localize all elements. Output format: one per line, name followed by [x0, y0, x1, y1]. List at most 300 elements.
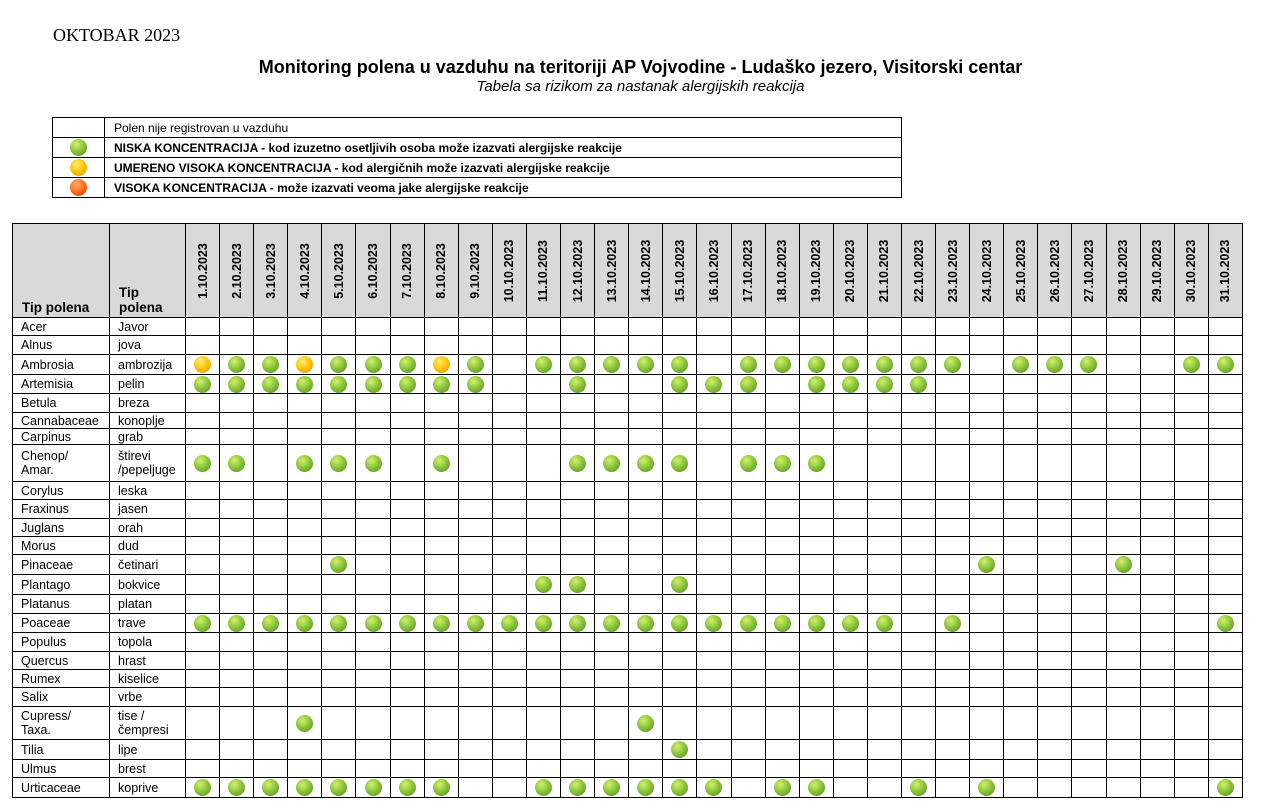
concentration-cell [1174, 355, 1208, 375]
date-label: 16.10.2023 [706, 239, 721, 302]
concentration-cell [322, 595, 356, 614]
concentration-cell [697, 614, 731, 633]
pollen-type-cell: vrbe [110, 688, 186, 707]
concentration-cell [731, 375, 765, 394]
concentration-cell [1174, 633, 1208, 652]
legend-symbol [53, 158, 105, 178]
concentration-cell [1038, 778, 1072, 798]
concentration-cell [901, 670, 935, 688]
concentration-cell [424, 445, 458, 482]
concentration-cell [458, 760, 492, 778]
concentration-cell [629, 760, 663, 778]
concentration-cell [629, 652, 663, 670]
low-concentration-dot [842, 376, 859, 393]
low-concentration-dot [433, 615, 450, 632]
concentration-cell [1038, 670, 1072, 688]
concentration-cell [1174, 500, 1208, 519]
concentration-cell [492, 375, 526, 394]
low-concentration-dot [978, 556, 995, 573]
concentration-cell [356, 413, 390, 429]
low-concentration-dot [569, 356, 586, 373]
concentration-cell [1038, 429, 1072, 445]
pollen-type-cell: breza [110, 394, 186, 413]
low-concentration-dot [705, 376, 722, 393]
low-concentration-dot [740, 615, 757, 632]
low-concentration-dot [671, 615, 688, 632]
concentration-cell [595, 537, 629, 555]
concentration-cell [186, 394, 220, 413]
concentration-cell [561, 519, 595, 537]
concentration-cell [970, 445, 1004, 482]
concentration-cell [458, 633, 492, 652]
concentration-cell [970, 555, 1004, 575]
concentration-cell [731, 670, 765, 688]
concentration-cell [1174, 760, 1208, 778]
concentration-cell [867, 740, 901, 760]
concentration-cell [220, 740, 254, 760]
concentration-cell [356, 652, 390, 670]
legend-text [105, 138, 902, 158]
concentration-cell [901, 740, 935, 760]
concentration-cell [1072, 429, 1106, 445]
pollen-name-cell: Artemisia [13, 375, 110, 394]
concentration-cell [1106, 355, 1140, 375]
low-concentration-dot [194, 615, 211, 632]
concentration-cell [1174, 595, 1208, 614]
concentration-cell [1004, 413, 1038, 429]
table-row [13, 555, 1243, 575]
concentration-cell [356, 688, 390, 707]
concentration-cell [765, 555, 799, 575]
low-concentration-dot [365, 356, 382, 373]
column-header-date [1106, 224, 1140, 318]
concentration-cell [799, 429, 833, 445]
pollen-name-cell: Urticaceae [13, 778, 110, 798]
concentration-cell [731, 555, 765, 575]
concentration-cell [390, 614, 424, 633]
concentration-cell [390, 670, 424, 688]
concentration-cell [731, 413, 765, 429]
concentration-cell [492, 707, 526, 740]
concentration-cell [220, 688, 254, 707]
column-header-date [663, 224, 697, 318]
concentration-cell [1072, 707, 1106, 740]
legend-description: - može izazvati veoma jake alergijske reakcije [266, 180, 529, 195]
concentration-cell [799, 778, 833, 798]
concentration-cell [936, 595, 970, 614]
concentration-cell [595, 375, 629, 394]
concentration-cell [1106, 778, 1140, 798]
concentration-cell [731, 336, 765, 355]
concentration-cell [731, 707, 765, 740]
concentration-cell [936, 519, 970, 537]
concentration-cell [492, 336, 526, 355]
concentration-cell [1038, 633, 1072, 652]
pollen-type-cell: lipe [110, 740, 186, 760]
concentration-cell [936, 500, 970, 519]
concentration-cell [936, 375, 970, 394]
concentration-cell [220, 336, 254, 355]
column-header-date [424, 224, 458, 318]
concentration-cell [1140, 740, 1174, 760]
concentration-cell [867, 482, 901, 500]
concentration-cell [390, 318, 424, 336]
concentration-cell [1174, 688, 1208, 707]
concentration-cell [288, 394, 322, 413]
concentration-cell [936, 633, 970, 652]
low-concentration-dot [569, 455, 586, 472]
concentration-cell [1106, 429, 1140, 445]
date-label: 8.10.2023 [434, 242, 449, 299]
concentration-cell [663, 595, 697, 614]
low-concentration-dot [842, 615, 859, 632]
concentration-cell [663, 318, 697, 336]
concentration-cell [833, 555, 867, 575]
date-label: 23.10.2023 [945, 239, 960, 302]
low-concentration-dot [808, 615, 825, 632]
concentration-cell [526, 336, 560, 355]
low-concentration-dot [671, 356, 688, 373]
concentration-cell [1038, 652, 1072, 670]
date-label: 6.10.2023 [366, 242, 381, 299]
low-concentration-dot [228, 779, 245, 796]
concentration-cell [901, 519, 935, 537]
concentration-cell [458, 500, 492, 519]
concentration-cell [697, 575, 731, 595]
concentration-cell [765, 760, 799, 778]
concentration-cell [424, 555, 458, 575]
concentration-cell [1038, 760, 1072, 778]
concentration-cell [288, 670, 322, 688]
concentration-cell [356, 394, 390, 413]
low-concentration-dot [194, 455, 211, 472]
concentration-cell [629, 500, 663, 519]
column-header-pollen-type [110, 224, 186, 318]
concentration-cell [595, 688, 629, 707]
low-concentration-dot [569, 376, 586, 393]
concentration-cell [1106, 688, 1140, 707]
column-header-date [595, 224, 629, 318]
concentration-cell [629, 445, 663, 482]
concentration-cell [833, 740, 867, 760]
date-label: 28.10.2023 [1116, 239, 1131, 302]
concentration-cell [322, 336, 356, 355]
concentration-cell [1208, 519, 1242, 537]
concentration-cell [629, 778, 663, 798]
concentration-cell [424, 670, 458, 688]
concentration-cell [970, 537, 1004, 555]
concentration-cell [186, 652, 220, 670]
concentration-cell [288, 500, 322, 519]
concentration-cell [595, 760, 629, 778]
concentration-cell [765, 482, 799, 500]
low-concentration-dot [330, 376, 347, 393]
concentration-cell [970, 760, 1004, 778]
table-row [13, 670, 1243, 688]
concentration-cell [1140, 318, 1174, 336]
concentration-cell [492, 740, 526, 760]
pollen-name-cell: Ambrosia [13, 355, 110, 375]
concentration-cell [186, 575, 220, 595]
concentration-cell [799, 614, 833, 633]
concentration-cell [322, 394, 356, 413]
concentration-cell [663, 760, 697, 778]
concentration-cell [629, 740, 663, 760]
column-header-date [322, 224, 356, 318]
concentration-cell [731, 445, 765, 482]
pollen-name-cell: Acer [13, 318, 110, 336]
concentration-cell [1072, 555, 1106, 575]
low-concentration-dot [365, 376, 382, 393]
concentration-cell [697, 375, 731, 394]
date-label: 27.10.2023 [1081, 239, 1096, 302]
concentration-cell [424, 575, 458, 595]
low-concentration-dot [1217, 356, 1234, 373]
concentration-cell [1106, 519, 1140, 537]
concentration-cell [1072, 445, 1106, 482]
concentration-cell [424, 740, 458, 760]
concentration-cell [1174, 670, 1208, 688]
concentration-cell [731, 537, 765, 555]
concentration-cell [1004, 707, 1038, 740]
concentration-cell [390, 652, 424, 670]
low-concentration-dot [1115, 556, 1132, 573]
concentration-cell [288, 688, 322, 707]
concentration-cell [663, 707, 697, 740]
concentration-cell [697, 445, 731, 482]
concentration-cell [322, 429, 356, 445]
concentration-cell [1140, 375, 1174, 394]
concentration-cell [220, 394, 254, 413]
concentration-cell [867, 688, 901, 707]
concentration-cell [424, 652, 458, 670]
column-header-date [1004, 224, 1038, 318]
concentration-cell [765, 575, 799, 595]
low-concentration-dot [296, 376, 313, 393]
pollen-name-cell: Ulmus [13, 760, 110, 778]
concentration-cell [1038, 537, 1072, 555]
low-concentration-dot [637, 356, 654, 373]
concentration-cell [254, 500, 288, 519]
concentration-cell [424, 519, 458, 537]
concentration-cell [390, 394, 424, 413]
concentration-cell [663, 375, 697, 394]
concentration-cell [799, 670, 833, 688]
concentration-cell [1140, 537, 1174, 555]
low-concentration-dot [774, 356, 791, 373]
concentration-cell [526, 670, 560, 688]
concentration-cell [936, 318, 970, 336]
concentration-cell [799, 575, 833, 595]
concentration-cell [1208, 500, 1242, 519]
concentration-cell [629, 537, 663, 555]
concentration-cell [561, 318, 595, 336]
low-concentration-dot [705, 779, 722, 796]
concentration-cell [254, 575, 288, 595]
concentration-cell [561, 537, 595, 555]
concentration-cell [799, 394, 833, 413]
low-concentration-dot [637, 455, 654, 472]
concentration-cell [288, 318, 322, 336]
low-concentration-dot [876, 615, 893, 632]
concentration-cell [1004, 760, 1038, 778]
concentration-cell [731, 355, 765, 375]
low-concentration-dot [194, 376, 211, 393]
concentration-cell [1208, 707, 1242, 740]
concentration-cell [492, 519, 526, 537]
concentration-cell [390, 740, 424, 760]
concentration-cell [833, 688, 867, 707]
concentration-cell [970, 413, 1004, 429]
concentration-cell [186, 670, 220, 688]
low-concentration-dot [535, 576, 552, 593]
concentration-cell [629, 355, 663, 375]
legend-row [53, 118, 902, 138]
concentration-cell [526, 375, 560, 394]
concentration-cell [970, 500, 1004, 519]
concentration-cell [970, 318, 1004, 336]
concentration-cell [936, 778, 970, 798]
legend-table [52, 117, 902, 198]
date-label: 21.10.2023 [877, 239, 892, 302]
table-row [13, 429, 1243, 445]
pollen-name-cell: Cupress/ Taxa. [13, 707, 110, 740]
concentration-cell [833, 760, 867, 778]
low-concentration-dot [296, 715, 313, 732]
low-concentration-dot [228, 615, 245, 632]
concentration-cell [765, 670, 799, 688]
concentration-cell [254, 670, 288, 688]
concentration-cell [1208, 760, 1242, 778]
concentration-cell [663, 429, 697, 445]
concentration-cell [901, 482, 935, 500]
date-label: 12.10.2023 [570, 239, 585, 302]
concentration-cell [697, 633, 731, 652]
concentration-cell [1208, 375, 1242, 394]
concentration-cell [1072, 519, 1106, 537]
low-concentration-dot [296, 455, 313, 472]
low-concentration-dot [603, 356, 620, 373]
concentration-cell [1004, 318, 1038, 336]
concentration-cell [1140, 429, 1174, 445]
concentration-cell [697, 740, 731, 760]
concentration-cell [799, 633, 833, 652]
concentration-cell [799, 500, 833, 519]
concentration-cell [390, 555, 424, 575]
concentration-cell [833, 429, 867, 445]
column-header-date [390, 224, 424, 318]
pollen-type-cell: koprive [110, 778, 186, 798]
concentration-cell [731, 652, 765, 670]
low-concentration-dot [1217, 615, 1234, 632]
concentration-cell [220, 707, 254, 740]
pollen-type-cell: bokvice [110, 575, 186, 595]
concentration-cell [1106, 413, 1140, 429]
pollen-type-cell: ambrozija [110, 355, 186, 375]
concentration-cell [186, 336, 220, 355]
concentration-cell [595, 555, 629, 575]
concentration-cell [799, 707, 833, 740]
concentration-cell [424, 760, 458, 778]
pollen-type-cell: platan [110, 595, 186, 614]
concentration-cell [1208, 355, 1242, 375]
concentration-cell [595, 413, 629, 429]
low-concentration-dot [330, 556, 347, 573]
concentration-cell [595, 670, 629, 688]
pollen-name-cell: Pinaceae [13, 555, 110, 575]
concentration-cell [186, 614, 220, 633]
concentration-cell [186, 318, 220, 336]
concentration-cell [492, 445, 526, 482]
concentration-cell [288, 652, 322, 670]
concentration-cell [1106, 633, 1140, 652]
concentration-cell [1004, 614, 1038, 633]
concentration-cell [526, 555, 560, 575]
concentration-cell [833, 614, 867, 633]
concentration-cell [526, 519, 560, 537]
concentration-cell [936, 575, 970, 595]
concentration-cell [936, 555, 970, 575]
concentration-cell [322, 633, 356, 652]
concentration-cell [901, 445, 935, 482]
legend-row [53, 178, 902, 198]
concentration-cell [186, 429, 220, 445]
concentration-cell [970, 633, 1004, 652]
concentration-cell [595, 652, 629, 670]
concentration-cell [561, 394, 595, 413]
concentration-cell [833, 652, 867, 670]
concentration-cell [220, 318, 254, 336]
concentration-cell [1208, 318, 1242, 336]
concentration-cell [1072, 394, 1106, 413]
concentration-cell [322, 688, 356, 707]
concentration-cell [765, 633, 799, 652]
concentration-cell [1072, 688, 1106, 707]
concentration-cell [1038, 707, 1072, 740]
low-concentration-dot [603, 455, 620, 472]
low-concentration-dot [671, 376, 688, 393]
concentration-cell [561, 555, 595, 575]
concentration-cell [458, 595, 492, 614]
table-row [13, 707, 1243, 740]
concentration-cell [561, 429, 595, 445]
concentration-cell [220, 519, 254, 537]
concentration-cell [765, 429, 799, 445]
low-concentration-dot [70, 139, 87, 156]
column-header-pollen-name: Tip polena [13, 224, 110, 318]
concentration-cell [561, 375, 595, 394]
table-row [13, 445, 1243, 482]
concentration-cell [1174, 482, 1208, 500]
concentration-cell [1140, 614, 1174, 633]
concentration-cell [629, 688, 663, 707]
concentration-cell [561, 482, 595, 500]
concentration-cell [867, 500, 901, 519]
concentration-cell [901, 318, 935, 336]
concentration-cell [833, 778, 867, 798]
column-header-date [867, 224, 901, 318]
concentration-cell [492, 429, 526, 445]
concentration-cell [492, 652, 526, 670]
concentration-cell [731, 429, 765, 445]
concentration-cell [731, 394, 765, 413]
concentration-cell [186, 778, 220, 798]
concentration-cell [765, 318, 799, 336]
concentration-cell [1004, 429, 1038, 445]
concentration-cell [254, 429, 288, 445]
concentration-cell [1038, 355, 1072, 375]
concentration-cell [595, 575, 629, 595]
